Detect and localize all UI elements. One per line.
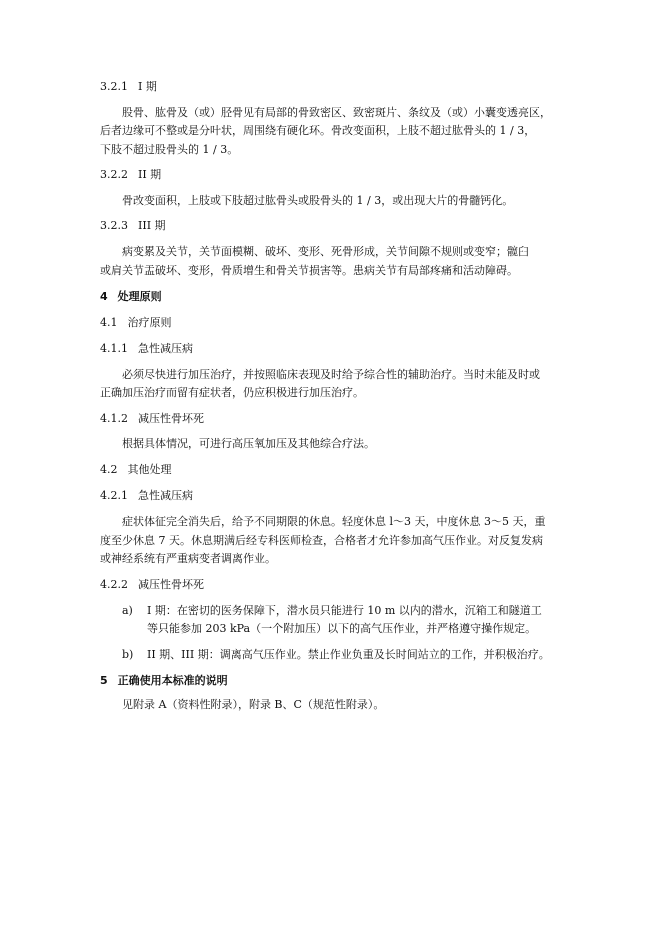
section-heading-4 <box>100 290 162 304</box>
section-title: 其他处理 <box>127 463 172 476</box>
paragraph-line: 或神经系统有严重病变者调离作业。 <box>100 552 276 565</box>
paragraph-line: 或肩关节盂破坏、变形，骨质增生和骨关节损害等。患病关节有局部疼痛和活动障碍。 <box>100 264 518 277</box>
paragraph-line: 见附录 A（资料性附录），附录 B、C（规范性附录）。 <box>122 698 385 711</box>
list-item-marker: a) <box>122 604 133 617</box>
paragraph-line: 必须尽快进行加压治疗，并按照临床表现及时给予综合性的辅助治疗。当时未能及时或 <box>122 368 540 381</box>
section-title: I 期 <box>138 80 157 93</box>
section-number: 5 <box>100 674 108 687</box>
section-number: 4.2 <box>100 463 118 476</box>
section-number: 4.2.2 <box>100 578 128 591</box>
section-number: 4.1.2 <box>100 412 128 425</box>
section-heading-4-1 <box>100 316 172 330</box>
section-heading-4-2 <box>100 463 172 477</box>
section-heading-4-2-1 <box>100 489 193 503</box>
section-number: 4.1 <box>100 316 118 329</box>
paragraph-line: 度至少休息 7 天。休息期满后经专科医师检查，合格者才允许参加高气压作业。对反复发病 <box>100 534 543 547</box>
section-heading-3-2-1 <box>100 80 157 94</box>
section-title: II 期 <box>138 168 162 181</box>
paragraph-line: 症状体征完全消失后，给予不同期限的休息。轻度休息 l～3 天，中度休息 3～5 天，重 <box>122 515 546 528</box>
section-number: 4.1.1 <box>100 342 128 355</box>
section-number: 3.2.3 <box>100 219 128 232</box>
section-title: 处理原则 <box>117 290 162 303</box>
section-title: 治疗原则 <box>127 316 172 329</box>
section-heading-4-1-2 <box>100 412 204 426</box>
section-title: 减压性骨坏死 <box>138 412 204 425</box>
section-heading-3-2-2 <box>100 168 161 182</box>
paragraph-line: 正确加压治疗而留有症状者，仍应积极进行加压治疗。 <box>100 386 364 399</box>
list-item-marker: b) <box>122 648 134 661</box>
section-title: 急性减压病 <box>138 489 193 502</box>
paragraph-line: 下肢不超过股骨头的 1 / 3。 <box>100 143 239 156</box>
paragraph-line: 股骨、肱骨及（或）胫骨见有局部的骨致密区、致密斑片、条纹及（或）小囊变透亮区， <box>122 106 551 119</box>
section-heading-4-2-2 <box>100 578 204 592</box>
section-number: 3.2.1 <box>100 80 128 93</box>
paragraph-line: 后者边缘可不整或是分叶状，周围绕有硬化环。骨改变面积，上肢不超过肱骨头的 1 / 3， <box>100 124 536 137</box>
paragraph-line: 根据具体情况，可进行高压氧加压及其他综合疗法。 <box>122 437 375 450</box>
list-item-line: I 期：在密切的医务保障下，潜水员只能进行 10 m 以内的潜水，沉箱工和隧道工 <box>147 604 542 617</box>
section-title: III 期 <box>138 219 166 232</box>
section-number: 4.2.1 <box>100 489 128 502</box>
section-heading-5 <box>100 674 228 688</box>
section-title: 正确使用本标准的说明 <box>117 674 228 687</box>
section-heading-4-1-1 <box>100 342 193 356</box>
section-number: 3.2.2 <box>100 168 128 181</box>
paragraph-line: 骨改变面积，上肢或下肢超过肱骨头或股骨头的 1 / 3，或出现大片的骨髓钙化。 <box>122 194 514 207</box>
section-heading-3-2-3 <box>100 219 166 233</box>
section-number: 4 <box>100 290 108 303</box>
list-item-line: II 期、III 期：调离高气压作业。禁止作业负重及长时间站立的工作，并积极治疗。 <box>147 648 550 661</box>
list-item-line: 等只能参加 203 kPa（一个附加压）以下的高气压作业，并严格遵守操作规定。 <box>147 622 537 635</box>
section-title: 急性减压病 <box>138 342 193 355</box>
section-title: 减压性骨坏死 <box>138 578 204 591</box>
paragraph-line: 病变累及关节，关节面模糊、破坏、变形、死骨形成，关节间隙不规则或变窄；髋臼 <box>122 245 529 258</box>
